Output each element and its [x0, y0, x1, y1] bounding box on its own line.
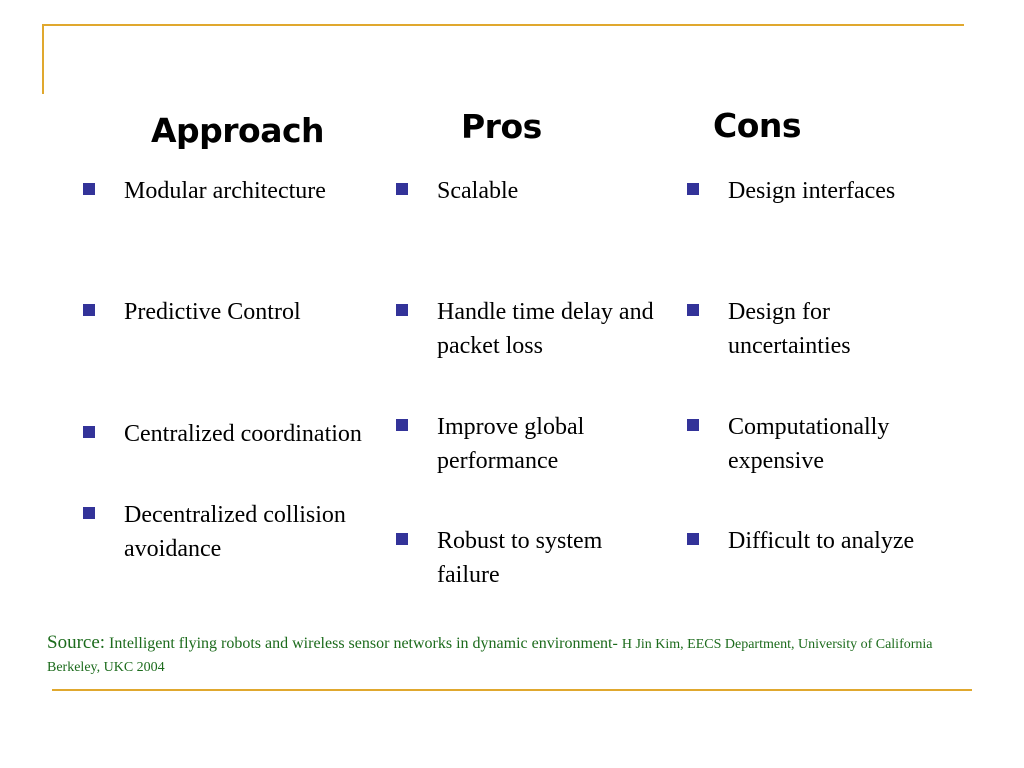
cons-item-text: Difficult to analyze — [728, 528, 915, 554]
cons-item — [687, 410, 917, 478]
approach-item-text: Decentralized collision avoidance — [124, 502, 346, 562]
bullet-icon — [396, 304, 408, 316]
bullet-icon — [687, 533, 699, 545]
cons-item-text: Design for uncertainties — [728, 299, 851, 359]
pros-item — [396, 410, 666, 478]
bullet-icon — [396, 419, 408, 431]
approach-heading: Approach — [151, 111, 325, 150]
approach-item — [83, 417, 378, 451]
bullet-icon — [83, 183, 95, 195]
bullet-icon — [396, 533, 408, 545]
source-citation — [47, 632, 947, 679]
approach-item — [83, 498, 373, 566]
frame-left-rule — [42, 24, 44, 94]
bullet-icon — [687, 183, 699, 195]
cons-item-text: Computationally expensive — [728, 414, 890, 474]
cons-item — [687, 295, 887, 363]
approach-item-text: Modular architecture — [124, 178, 326, 204]
pros-heading: Pros — [461, 107, 542, 146]
bullet-icon — [687, 304, 699, 316]
pros-item-text: Handle time delay and packet loss — [437, 299, 654, 359]
pros-item — [396, 174, 666, 208]
approach-item — [83, 174, 373, 208]
pros-item-text: Robust to system failure — [437, 528, 603, 588]
pros-item-text: Improve global performance — [437, 414, 585, 474]
cons-item — [687, 174, 957, 208]
frame-bottom-rule — [52, 689, 972, 691]
cons-item-text: Design interfaces — [728, 178, 896, 204]
approach-item-text: Predictive Control — [124, 299, 301, 325]
approach-item — [83, 295, 373, 329]
source-label: Source: — [47, 632, 106, 653]
cons-heading: Cons — [713, 106, 802, 145]
frame-top-rule — [42, 24, 964, 26]
approach-item-text: Centralized coordination — [124, 421, 362, 447]
bullet-icon — [83, 426, 95, 438]
bullet-icon — [83, 304, 95, 316]
source-title: Intelligent flying robots and wireless sensor networks in dynamic environment- — [109, 635, 618, 652]
pros-item — [396, 524, 666, 592]
bullet-icon — [687, 419, 699, 431]
pros-item-text: Scalable — [437, 178, 519, 204]
pros-item — [396, 295, 666, 363]
source-author: H Jin Kim, EECS Department, University of California Berkeley, UKC 2004 — [47, 637, 933, 675]
bullet-icon — [83, 507, 95, 519]
bullet-icon — [396, 183, 408, 195]
cons-item — [687, 524, 957, 558]
